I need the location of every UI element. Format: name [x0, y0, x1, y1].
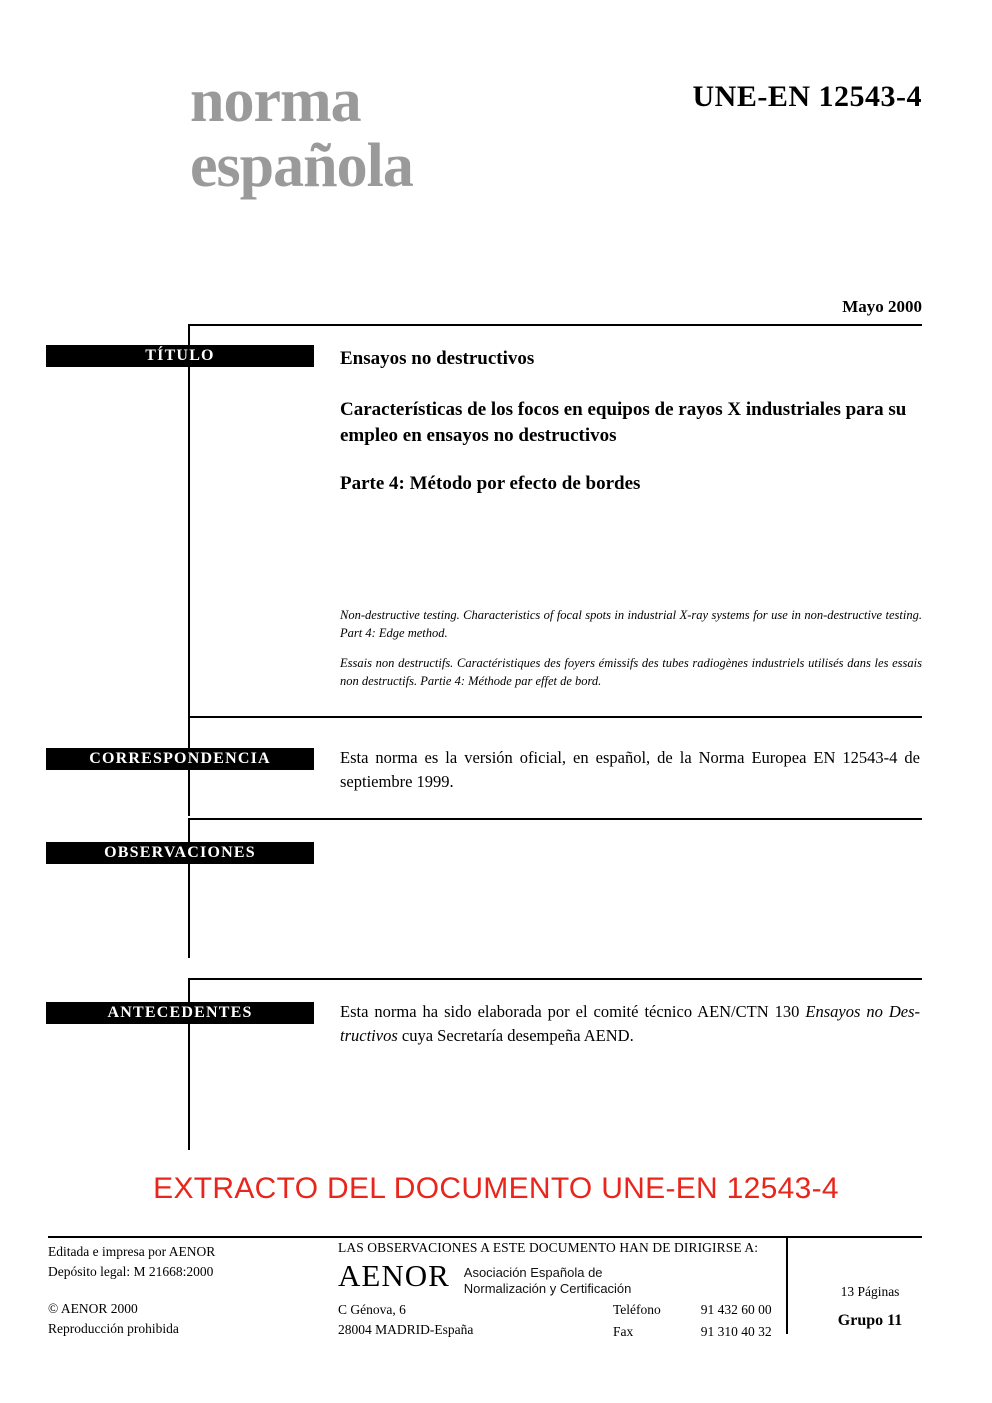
- footer-reproduction-notice: Reproducción prohibida: [48, 1320, 179, 1336]
- footer-observations-notice: LAS OBSERVACIONES A ESTE DOCUMENTO HAN DE DIRIGIRSE A:: [338, 1240, 759, 1255]
- aenor-description: [464, 1265, 632, 1298]
- group-number: Grupo 11: [837, 1312, 903, 1329]
- footer-contact: [613, 1300, 772, 1343]
- background-text-part2: cuya Secretaría desempeña AEND.: [397, 1025, 634, 1045]
- tag-observaciones: OBSERVACIONES: [46, 842, 314, 864]
- background-text-italic2: tructivos: [340, 1025, 398, 1045]
- standard-code: UNE-EN 12543-4: [692, 80, 922, 113]
- contact-row-fax: [613, 1322, 772, 1344]
- tag-titulo: TÍTULO: [46, 345, 314, 367]
- masthead: [190, 67, 710, 200]
- footer-legal-deposit: Depósito legal: M 21668:2000: [48, 1263, 214, 1279]
- fax-value: 91 310 40 32: [700, 1323, 772, 1339]
- vrule-title: [188, 324, 190, 716]
- tag-correspondencia: CORRESPONDENCIA: [46, 748, 314, 770]
- title-translation-en: Non-destructive testing. Characteristics of focal spots in industrial X-ray systems for use in non-destructive testing. Part 4: Edge method.: [340, 608, 922, 641]
- footer-address: [338, 1300, 473, 1339]
- phone-value: 91 432 60 00: [700, 1302, 772, 1317]
- phone-label: Teléfono: [613, 1302, 661, 1317]
- footer-center-block: [338, 1240, 778, 1298]
- correspondence-text: Esta norma es la versión oficial, en español, de la Norma Europea EN 12543-4 de septiembre 1999.: [340, 748, 920, 791]
- title-translation-fr: Essais non destructifs. Caractéristiques des foyers émissifs des tubes radiogènes industriels utilisés dans les essais non destructifs. Partie 4: Méthode par effet de bord.: [340, 656, 922, 689]
- title-part: Parte 4: Método por efecto de bordes: [340, 473, 641, 494]
- footer-publisher: Editada e impresa por AENOR: [48, 1244, 216, 1259]
- footer-left-block: [48, 1242, 318, 1338]
- aenor-identity: [338, 1258, 778, 1298]
- masthead-line-2: española: [190, 131, 413, 200]
- aenor-logo: AENOR: [338, 1258, 450, 1293]
- tag-antecedentes: ANTECEDENTES: [46, 1002, 314, 1024]
- rule-observations: [188, 818, 922, 820]
- page-count: 13 Páginas: [840, 1284, 900, 1299]
- extract-banner: EXTRACTO DEL DOCUMENTO UNE-EN 12543-4: [153, 1172, 839, 1205]
- rule-correspondence: [188, 716, 922, 718]
- vrule-observations: [188, 818, 190, 958]
- footer-rule: [48, 1236, 922, 1238]
- footer-copyright: © AENOR 2000: [48, 1301, 138, 1317]
- background-text-part1: Esta norma ha sido elaborada por el comité técnico AEN/CTN 130: [340, 1002, 806, 1021]
- background-text: [340, 1000, 920, 1048]
- masthead-line-1: norma: [190, 67, 361, 135]
- rule-background: [188, 978, 922, 980]
- issue-date: Mayo 2000: [842, 297, 922, 316]
- contact-row-phone: [613, 1300, 772, 1322]
- rule-top: [188, 324, 922, 326]
- background-text-italic1: Ensayos no Des-: [805, 1002, 920, 1021]
- aenor-org-line-2: Normalización y Certificación: [463, 1281, 632, 1297]
- footer-divider: [786, 1238, 788, 1334]
- title-heading: Ensayos no destructivos: [340, 348, 535, 369]
- fax-label: Fax: [613, 1323, 634, 1339]
- address-street: C Génova, 6: [338, 1302, 406, 1317]
- address-city: 28004 MADRID-España: [338, 1321, 474, 1337]
- title-subtitle: Características de los focos en equipos de rayos X industriales para su empleo en ensayos no destructivos: [340, 399, 907, 446]
- aenor-org-line-1: Asociación Española de: [463, 1265, 603, 1280]
